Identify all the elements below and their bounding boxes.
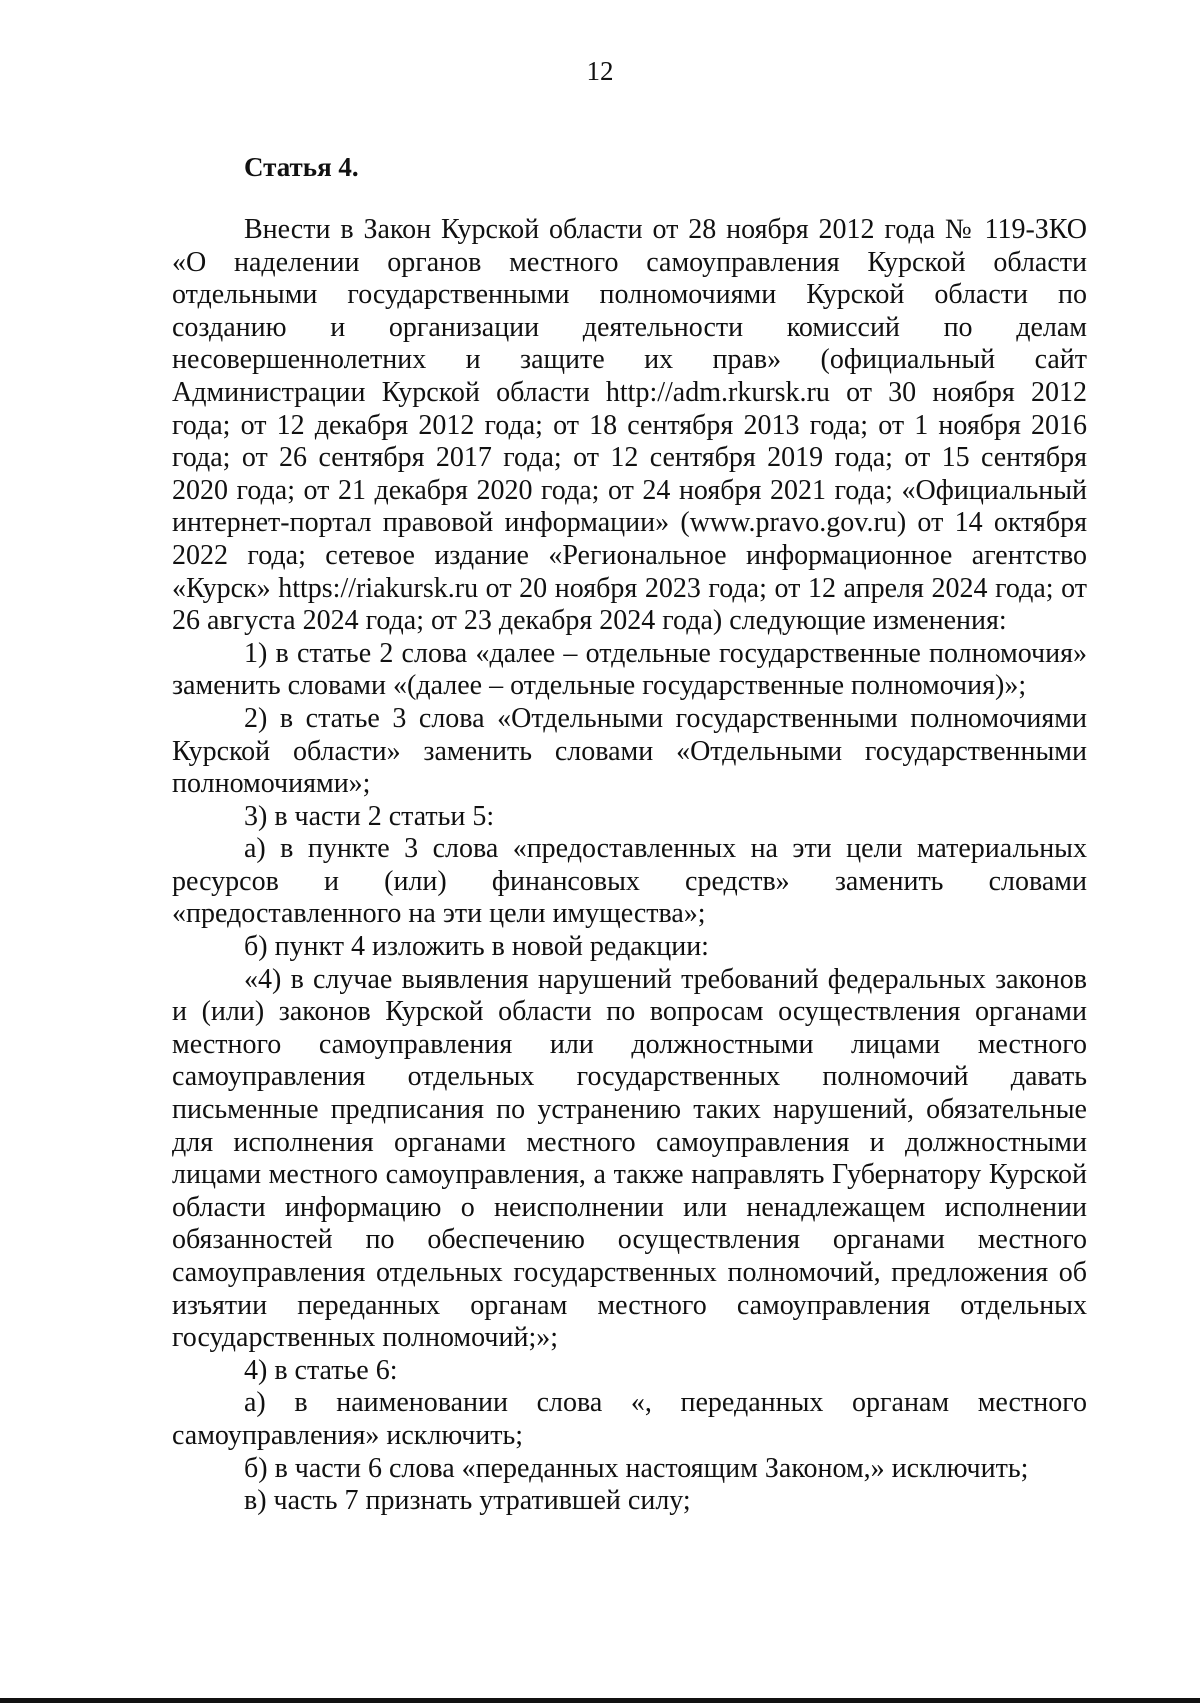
scan-bottom-edge (0, 1698, 1200, 1703)
document-body (172, 214, 1087, 1518)
paragraph-item-3a: а) в пункте 3 слова «предоставленных на эти цели материальных ресурсов и (или) финансовых средств» заменить словами «предоставленного на эти цели имущества»; (172, 833, 1087, 930)
page-number: 12 (586, 56, 614, 86)
paragraph-item-3b-text: «4) в случае выявления нарушений требований федеральных законов и (или) законов Курской области по вопросам осуществления органами местного самоуправления или должностными лицами местного самоуправления отдельных государственных полномочий давать письменные предписания по устранению таких нарушений, обязательные для исполнения органами местного самоуправления и должностными лицами местного самоуправления, а также направлять Губернатору Курской области информацию о неисполнении или ненадлежащем исполнении обязанностей по обеспечению осуществления органами местного самоуправления отдельных государственных полномочий, предложения об изъятии переданных органам местного самоуправления отдельных государственных полномочий;»; (172, 963, 1087, 1354)
paragraph-item-3: 3) в части 2 статьи 5: (244, 800, 495, 832)
paragraph-item-2: 2) в статье 3 слова «Отдельными государственными полномочиями Курской области» заменить словами «Отдельными государственными полномочиями»; (172, 702, 1087, 800)
paragraph-item-1: 1) в статье 2 слова «далее – отдельные государственные полномочия» заменить словами «(далее – отдельные государственные полномочия)»; (172, 637, 1087, 702)
article-title: Статья 4. (244, 152, 359, 182)
paragraph-intro: Внести в Закон Курской области от 28 ноября 2012 года № 119-ЗКО «О наделении органов местного самоуправления Курской области отдельными государственными полномочиями Курской области по созданию и организации деятельности комиссий по делам несовершеннолетних и защите их прав» (официальный сайт Администрации Курской области http://adm.rkursk.ru от 30 ноября 2012 года; от 12 декабря 2012 года; от 18 сентября 2013 года; от 1 ноября 2016 года; от 26 сентября 2017 года; от 12 сентября 2019 года; от 15 сентября 2020 года; от 21 декабря 2020 года; от 24 ноября 2021 года; «Официальный интернет-портал правовой информации» (www.pravo.gov.ru) от 14 октября 2022 года; сетевое издание «Региональное информационное агентство «Курск» https://riakursk.ru от 20 ноября 2023 года; от 12 апреля 2024 года; от 26 августа 2024 года; от 23 декабря 2024 года) следующие изменения: (172, 214, 1087, 637)
paragraph-item-4a: а) в наименовании слова «, переданных органам местного самоуправления» исключить; (172, 1387, 1087, 1451)
paragraph-item-4c: в) часть 7 признать утратившей силу; (244, 1485, 691, 1517)
paragraph-item-4b: б) в части 6 слова «переданных настоящим Законом,» исключить; (244, 1452, 1029, 1484)
paragraph-item-4: 4) в статье 6: (244, 1354, 398, 1386)
paragraph-item-3b: б) пункт 4 изложить в новой редакции: (244, 931, 709, 963)
